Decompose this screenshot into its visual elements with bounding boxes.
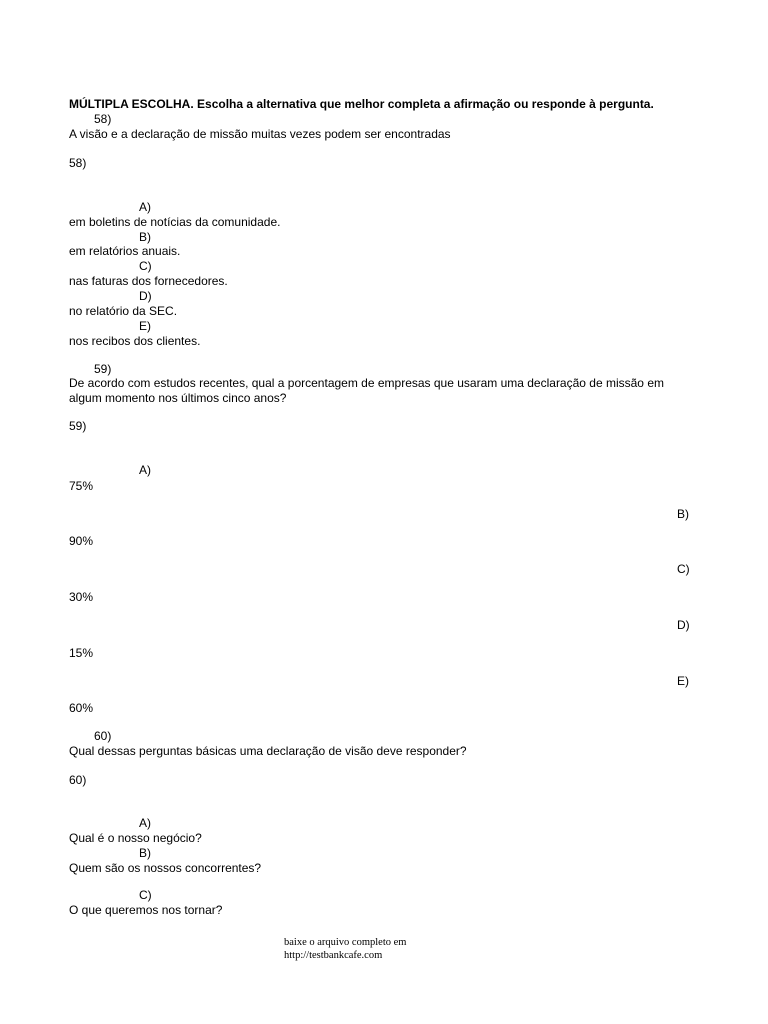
q58-option-a-text: em boletins de notícias da comunidade. — [69, 215, 281, 229]
q59-option-b-letter: B) — [677, 507, 689, 521]
question-59-number: 59) — [94, 362, 112, 376]
q59-option-a-text: 75% — [69, 479, 94, 493]
q59-option-e-letter: E) — [677, 674, 689, 688]
question-58-text: A visão e a declaração de missão muitas vezes podem ser encontradas — [69, 127, 451, 141]
q60-option-b-letter: B) — [139, 846, 151, 860]
q60-option-a-letter: A) — [139, 816, 151, 830]
q58-option-e-letter: E) — [139, 319, 151, 333]
q59-option-b-text: 90% — [69, 534, 94, 548]
q58-option-b-letter: B) — [139, 230, 151, 244]
q60-option-c-text: O que queremos nos tornar? — [69, 903, 223, 917]
q59-option-c-text: 30% — [69, 590, 94, 604]
question-59-number-repeat: 59) — [69, 419, 87, 433]
q60-option-a-text: Qual é o nosso negócio? — [69, 831, 202, 845]
q58-option-c-text: nas faturas dos fornecedores. — [69, 274, 228, 288]
question-58-number: 58) — [94, 112, 112, 126]
section-instruction: Escolha a alternativa que melhor completa a afirmação ou responde à pergunta. — [197, 97, 654, 111]
question-59-text: De acordo com estudos recentes, qual a porcentagem de empresas que usaram uma declaração de missão em algum momento nos últimos cinco anos? — [69, 376, 664, 405]
question-60-text: Qual dessas perguntas básicas uma declaração de visão deve responder? — [69, 744, 467, 758]
footer-line-1: baixe o arquivo completo em — [284, 937, 407, 948]
section-header — [69, 97, 654, 112]
q59-option-d-text: 15% — [69, 646, 94, 660]
q58-option-d-text: no relatório da SEC. — [69, 304, 178, 318]
q58-option-c-letter: C) — [139, 259, 152, 273]
question-58-number-repeat: 58) — [69, 156, 87, 170]
footer-note — [284, 936, 406, 962]
q60-option-c-letter: C) — [139, 888, 152, 902]
footer-link[interactable]: http://testbankcafe.com — [284, 950, 383, 961]
q59-option-c-letter: C) — [677, 562, 690, 576]
q58-option-e-text: nos recibos dos clientes. — [69, 334, 201, 348]
question-60-number-repeat: 60) — [69, 773, 87, 787]
q59-option-a-letter: A) — [139, 463, 151, 477]
q59-option-d-letter: D) — [677, 618, 690, 632]
section-label: MÚLTIPLA ESCOLHA. — [69, 97, 194, 111]
question-60-number: 60) — [94, 729, 112, 743]
q58-option-a-letter: A) — [139, 200, 151, 214]
q58-option-d-letter: D) — [139, 289, 152, 303]
q58-option-b-text: em relatórios anuais. — [69, 244, 181, 258]
q59-option-e-text: 60% — [69, 701, 94, 715]
q60-option-b-text: Quem são os nossos concorrentes? — [69, 861, 262, 875]
